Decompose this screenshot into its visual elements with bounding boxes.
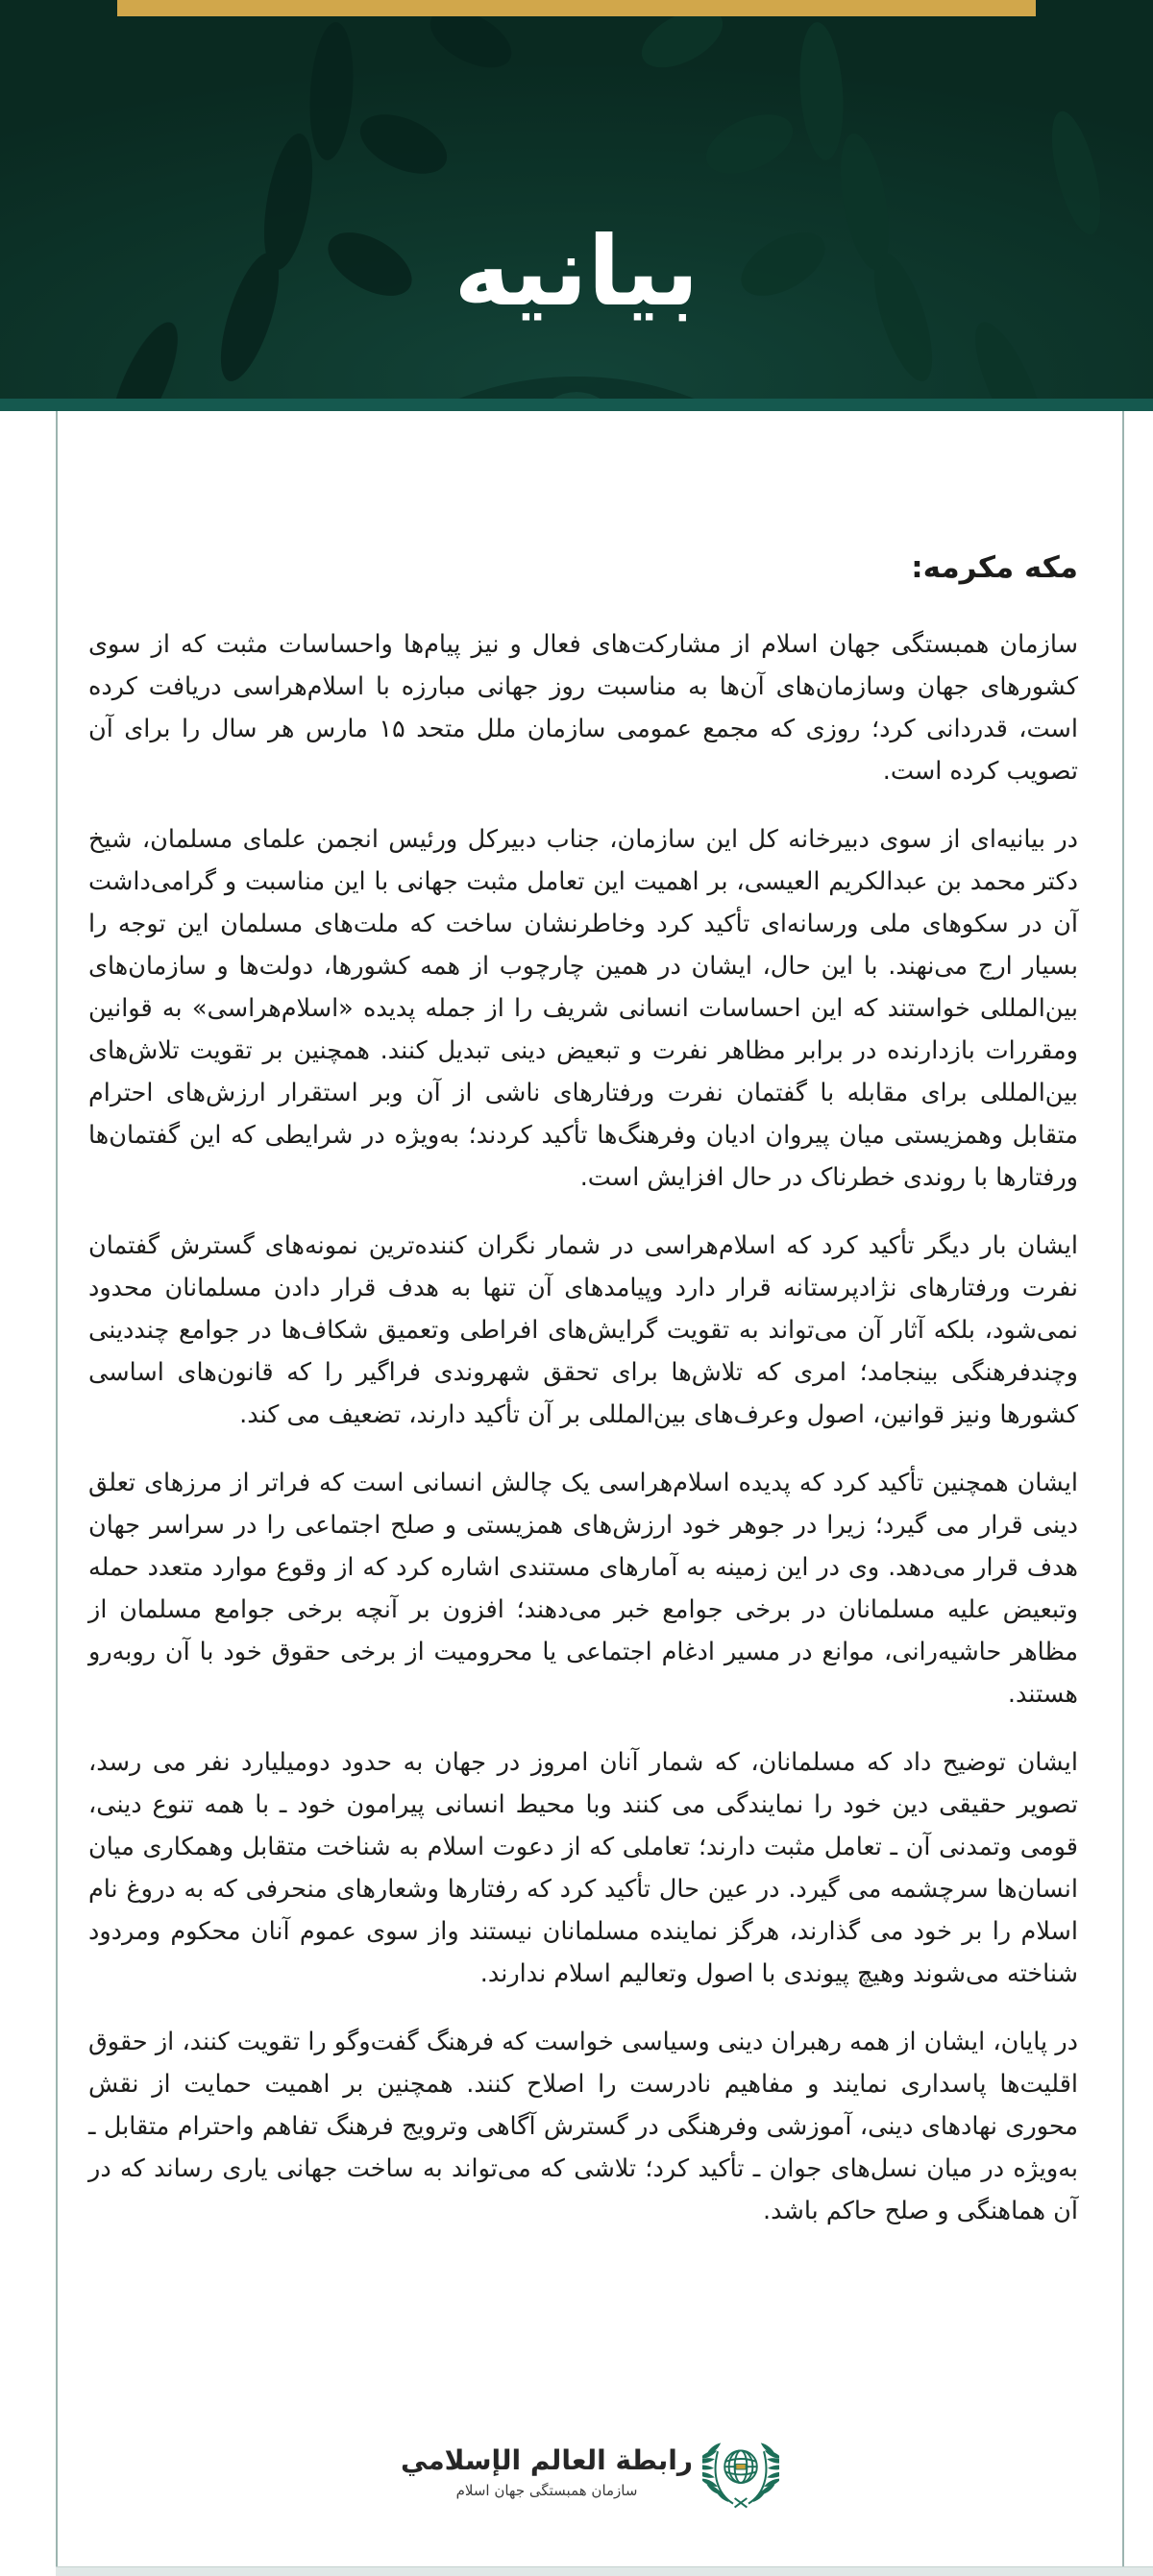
statement-paragraph: در پایان، ایشان از همه رهبران دینی وسیاسی خواست که فرهنگ گفت‌وگو را تقویت کنند، از حقوق اقلیت‌ها پاسداری نمایند و مفاهیم نادرست را اصلاح کنند. همچنین بر اهمیت حمایت از نقش محوری نهادهای دینی، آموزشی وفرهنگی در گسترش آگاهی وترویج فرهنگ تفاهم واحترام متقابل ـ به‌ویژه در میان نسل‌های جوان ـ تأکید کرد؛ تلاشی که می‌تواند به ساخت جهانی یاری رساند که در آن هماهنگی و صلح حاکم باشد. bbox=[88, 2027, 1078, 2225]
greeting-line: مکه مکرمه: bbox=[911, 550, 1078, 585]
header-banner bbox=[0, 0, 1153, 399]
mwl-wreath-globe-emblem-icon bbox=[702, 2432, 779, 2511]
logo-text-block bbox=[401, 2443, 693, 2499]
statement-paragraph: ایشان همچنین تأکید کرد که پدیده اسلام‌هراسی یک چالش انسانی است که فراتر از مرزهای تعلق دینی قرار می گیرد؛ زیرا در جوهر خود ارزش‌های همزیستی و صلح اجتماعی را در سراسر جهان هدف قرار می‌دهد. وی در این زمینه به آمارهای مستندی اشاره کرد که از وقوع موارد متعدد حمله وتبعیض علیه مسلمانان در برخی جوامع خبر می‌دهند؛ افزون بر آنچه برخی جوامع مسلمان از مظاهر حاشیه‌رانی، موانع در مسیر ادغام اجتماعی یا محرومیت از برخی حقوق خود با آن روبه‌رو هستند. bbox=[88, 1468, 1078, 1709]
teal-divider-band bbox=[0, 399, 1153, 411]
statement-card bbox=[56, 411, 1124, 2566]
logo-org-name: سازمان همبستگی جهان اسلام bbox=[455, 2482, 638, 2500]
organization-logo bbox=[58, 2432, 1122, 2511]
logo-calligraphy: رابطة العالم الإسلامي bbox=[401, 2443, 693, 2476]
statement-paragraph: ایشان توضیح داد که مسلمانان، که شمار آنان امروز در جهان به حدود دومیلیارد نفر می رسد، تصویر حقیقی دین خود را نمایندگی می کنند وبا محیط انسانی پیرامون خود ـ با همه تنوع دینی، قومی وتمدنی آن ـ تعامل مثبت دارند؛ تعاملی که از دعوت اسلام به شناخت متقابل وهمکاری میان انسان‌ها سرچشمه می گیرد. در عین حال تأکید کرد که رفتارها وشعارهای منحرفی که به دروغ نام اسلام را بر خود می گذارند، هرگز نماینده مسلمانان نیستند واز سوی عموم آنان محکوم ومردود شناخته می‌شوند وهیچ پیوندی با اصول وتعالیم اسلام ندارند. bbox=[88, 1747, 1078, 1988]
statement-paragraph: سازمان همبستگی جهان اسلام از مشارکت‌های فعال و نیز پیام‌ها واحساسات مثبت که از سوی کشورهای جهان وسازمان‌های آن‌ها به مناسبت روز جهانی مبارزه با اسلام‌هراسی دریافت کرده است، قدردانی کرد؛ روزی که مجمع عمومی سازمان ملل متحد ۱۵ مارس هر سال را برای آن تصویب کرده است. bbox=[88, 629, 1078, 786]
header-ornament-art bbox=[0, 0, 1153, 399]
statement-paragraph: در بیانیه‌ای از سوی دبیرخانه کل این سازمان، جناب دبیرکل ورئیس انجمن علمای مسلمان، شیخ دکتر محمد بن عبدالکریم العیسی، بر اهمیت این تعامل مثبت جهانی با این مناسبت و گرامی‌داشت آن در سکوهای ملی ورسانه‌ای تأکید کرد وخاطرنشان ساخت که ملت‌های مسلمان این توجه را بسیار ارج می‌نهند. با این حال، ایشان در همین چارچوب از همه کشورها، دولت‌ها و سازمان‌های بین‌المللی خواستند که این احساسات انسانی شریف را از جمله پدیده «اسلام‌هراسی» به قوانین ومقررات بازدارنده در برابر مظاهر نفرت و تبعیض دینی تبدیل کنند. همچنین بر تقویت تلاش‌های بین‌المللی برای مقابله با گفتمان نفرت ورفتارهای ناشی از آن وبر استقرار ارزش‌های احترام متقابل وهمزیستی میان پیروان ادیان وفرهنگ‌ها تأکید کردند؛ به‌ویژه در شرایطی که این گفتمان‌ها ورفتارها با روندی خطرناک در حال افزایش است. bbox=[88, 824, 1078, 1192]
statement-body bbox=[58, 411, 1122, 2258]
page-title: بیانیه bbox=[454, 215, 699, 328]
gold-top-bar bbox=[117, 0, 1036, 16]
statement-paragraph: ایشان بار دیگر تأکید کرد که اسلام‌هراسی در شمار نگران کننده‌ترین نمونه‌های گسترش گفتمان نفرت ورفتارهای نژادپرستانه قرار دارد وپیامدهای آن تنها به هدف قرار دادن مسلمانان محدود نمی‌شود، بلکه آثار آن می‌تواند به تقویت گرایش‌های افراطی وتعمیق شکاف‌ها در جوامع چنددینی وچندفرهنگی بینجامد؛ امری که تلاش‌ها برای تحقق شهروندی فراگیر را که قانون‌های اساسی کشورها ونیز قوانین، اصول وعرف‌های بین‌المللی بر آن تأکید دارند، تضعیف می کند. bbox=[88, 1230, 1078, 1429]
